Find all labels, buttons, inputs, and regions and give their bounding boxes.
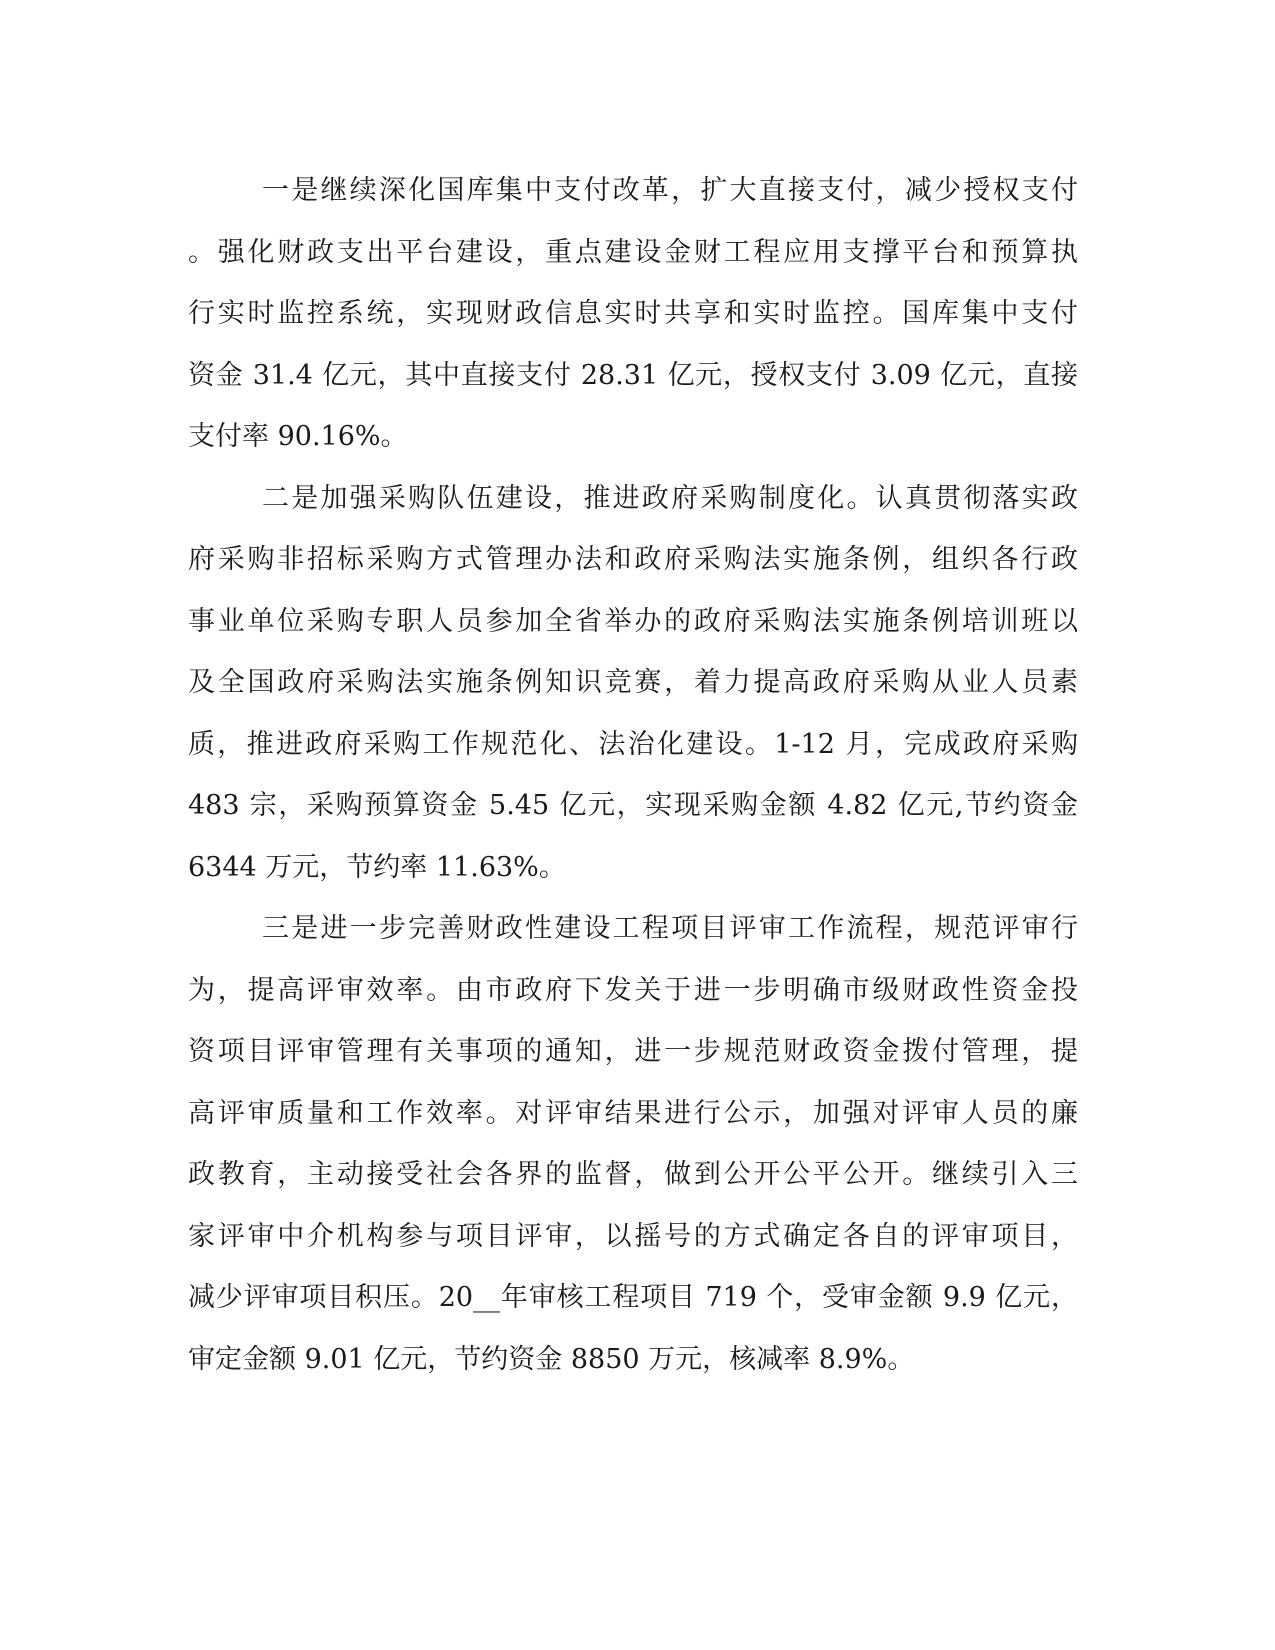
paragraph-2-line-6: 483 宗，采购预算资金 5.45 亿元，实现采购金额 4.82 亿元,节约资金 bbox=[188, 790, 1078, 821]
paragraph-3-line-3: 资项目评审管理有关事项的通知，进一步规范财政资金拨付管理，提 bbox=[188, 1036, 1078, 1067]
paragraph-2-line-3: 事业单位采购专职人员参加全省举办的政府采购法实施条例培训班以 bbox=[188, 605, 1078, 637]
paragraph-3-line-2: 为，提高评审效率。由市政府下发关于进一步明确市级财政性资金投 bbox=[188, 974, 1078, 1006]
paragraph-1-line-5: 支付率 90.16%。 bbox=[188, 421, 408, 452]
paragraph-1-line-1: 一是继续深化国库集中支付改革，扩大直接支付，减少授权支付 bbox=[262, 175, 1078, 206]
paragraph-3-line-6: 家评审中介机构参与项目评审，以摇号的方式确定各自的评审项目， bbox=[188, 1220, 1078, 1252]
paragraph-3-line-1: 三是进一步完善财政性建设工程项目评审工作流程，规范评审行 bbox=[262, 913, 1078, 944]
paragraph-2-line-1: 二是加强采购队伍建设，推进政府采购制度化。认真贯彻落实政 bbox=[262, 482, 1078, 514]
paragraph-2-line-7: 6344 万元，节约率 11.63%。 bbox=[188, 851, 566, 883]
paragraph-3-line-5: 政教育，主动接受社会各界的监督，做到公开公平公开。继续引入三 bbox=[188, 1159, 1078, 1190]
paragraph-3-line-7: 减少评审项目积压。20__年审核工程项目 719 个，受审金额 9.9 亿元， bbox=[188, 1282, 1078, 1313]
paragraph-1-line-3: 行实时监控系统，实现财政信息实时共享和实时监控。国库集中支付 bbox=[188, 298, 1078, 329]
paragraph-1-line-4: 资金 31.4 亿元，其中直接支付 28.31 亿元，授权支付 3.09 亿元，直接 bbox=[188, 359, 1078, 391]
paragraph-2-line-5: 质，推进政府采购工作规范化、法治化建设。1-12 月，完成政府采购 bbox=[188, 728, 1078, 760]
paragraph-2-line-2: 府采购非招标采购方式管理办法和政府采购法实施条例，组织各行政 bbox=[188, 544, 1078, 575]
paragraph-3-line-8: 审定金额 9.01 亿元，节约资金 8850 万元，核减率 8.9%。 bbox=[188, 1343, 915, 1375]
document-body bbox=[188, 160, 1078, 1390]
paragraph-1-line-2: 。强化财政支出平台建设，重点建设金财工程应用支撑平台和预算执 bbox=[188, 236, 1078, 268]
paragraph-3-line-4: 高评审质量和工作效率。对评审结果进行公示，加强对评审人员的廉 bbox=[188, 1097, 1078, 1129]
paragraph-2-line-4: 及全国政府采购法实施条例知识竞赛，着力提高政府采购从业人员素 bbox=[188, 667, 1078, 698]
